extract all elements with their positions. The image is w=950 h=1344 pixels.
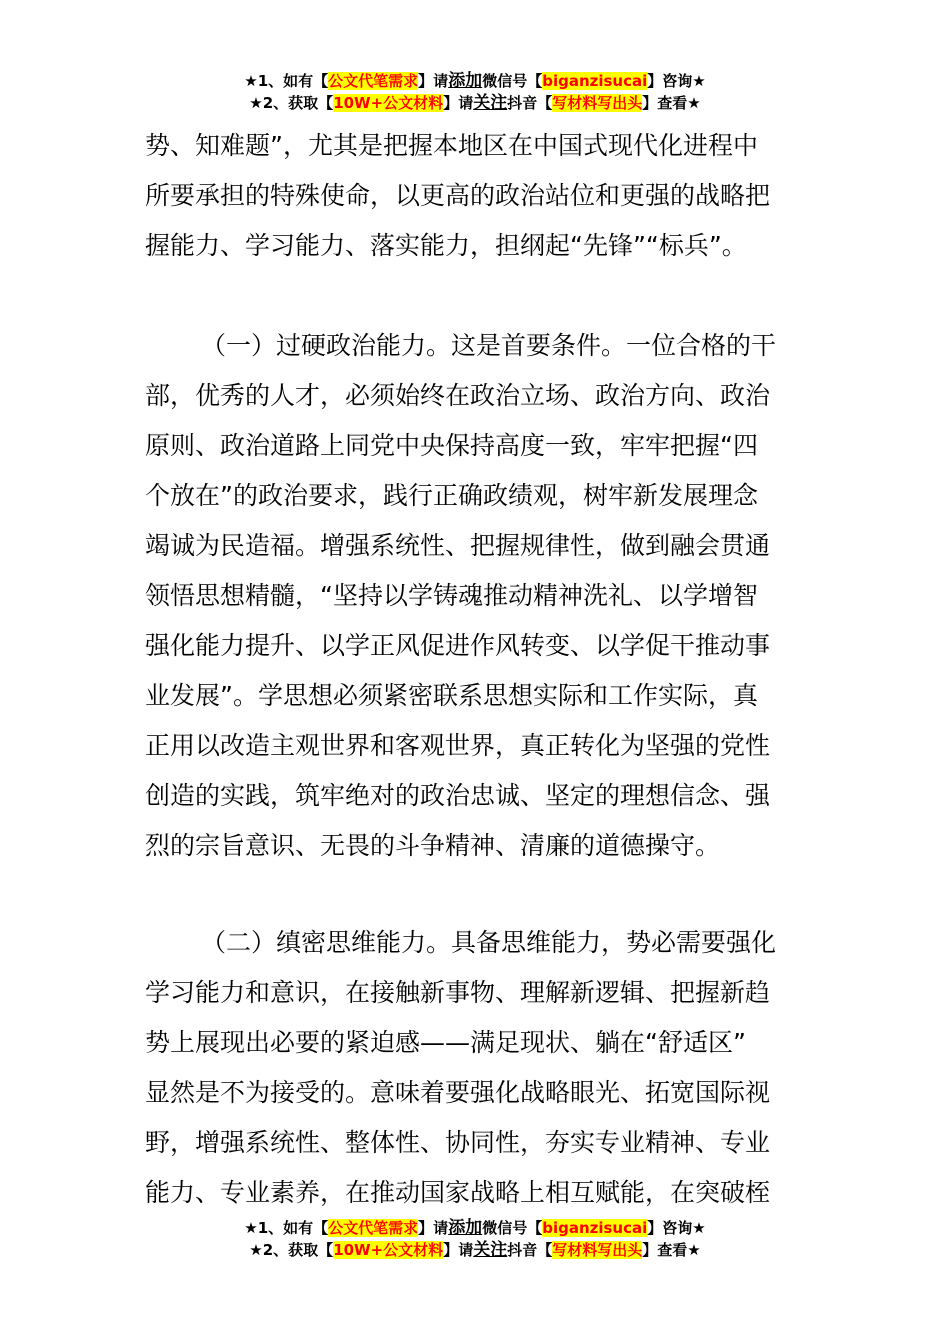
text-line: 所要承担的特殊使命，以更高的政治站位和更强的战略把 <box>145 181 771 210</box>
banner-emphasis: 添加 <box>448 71 483 91</box>
banner-line-1 <box>0 1217 950 1239</box>
banner-text: 】查看★ <box>642 1241 701 1259</box>
banner-highlight: biganzisucai <box>542 72 648 90</box>
footer-banner <box>0 1217 950 1261</box>
text-line: 竭诚为民造福。增强系统性、把握规律性，做到融会贯通 <box>145 531 771 560</box>
banner-text: 】请 <box>418 1219 449 1237</box>
banner-text: 】请 <box>443 94 474 112</box>
banner-highlight: 写材料写出头 <box>552 94 643 112</box>
text-line: 个放在”的政治要求，践行正确政绩观，树牢新发展理念 <box>145 481 758 510</box>
banner-text: 】请 <box>418 72 449 90</box>
text-line: 部，优秀的人才，必须始终在政治立场、政治方向、政治 <box>145 381 771 410</box>
text-line: 势上展现出必要的紧迫感——满足现状、躺在“舒适区” <box>145 1028 746 1057</box>
banner-text: 微信号【 <box>482 72 543 90</box>
paragraph-continuation <box>145 121 809 271</box>
text-line: （二）缜密思维能力。具备思维能力，势必需要强化 <box>201 928 777 957</box>
banner-line-2 <box>0 92 950 114</box>
text-line: 野，增强系统性、整体性、协同性，夯实专业精神、专业 <box>145 1128 771 1157</box>
text-line: 势、知难题”，尤其是把握本地区在中国式现代化进程中 <box>145 131 758 160</box>
banner-highlight: 写材料写出头 <box>552 1241 643 1259</box>
banner-highlight: 公文代笔需求 <box>328 1219 419 1237</box>
text-line: 创造的实践，筑牢绝对的政治忠诚、坚定的理想信念、强 <box>145 781 771 810</box>
banner-text: ★2、获取【 <box>249 1241 334 1259</box>
text-line: 烈的宗旨意识、无畏的斗争精神、清廉的道德操守。 <box>145 831 721 860</box>
banner-text: 】查看★ <box>642 94 701 112</box>
banner-text: ★1、如有【 <box>244 1219 329 1237</box>
text-line: 正用以改造主观世界和客观世界，真正转化为坚强的党性 <box>145 731 771 760</box>
text-line: 强化能力提升、以学正风促进作风转变、以学促干推动事 <box>145 631 771 660</box>
text-line: 领悟思想精髓，“坚持以学铸魂推动精神洗礼、以学增智 <box>145 581 758 610</box>
banner-emphasis: 添加 <box>448 1218 483 1238</box>
paragraph <box>145 121 809 271</box>
text-line: 显然是不为接受的。意味着要强化战略眼光、拓宽国际视 <box>145 1078 771 1107</box>
text-line: 学习能力和意识，在接触新事物、理解新逻辑、把握新趋 <box>145 978 771 1007</box>
banner-emphasis: 关注 <box>473 1240 508 1260</box>
banner-text: 】咨询★ <box>647 1219 706 1237</box>
header-banner <box>0 70 950 114</box>
paragraph-thinking-ability <box>145 918 809 1218</box>
banner-text: ★1、如有【 <box>244 72 329 90</box>
banner-text: 抖音【 <box>507 94 553 112</box>
banner-text: 】请 <box>443 1241 474 1259</box>
paragraph <box>145 918 809 1218</box>
banner-highlight: 公文代笔需求 <box>328 72 419 90</box>
banner-text: 微信号【 <box>482 1219 543 1237</box>
paragraph <box>145 321 809 871</box>
text-line: 能力、专业素养，在推动国家战略上相互赋能，在突破桎 <box>145 1178 771 1207</box>
text-line: 业发展”。学思想必须紧密联系思想实际和工作实际，真 <box>145 681 758 710</box>
text-line: （一）过硬政治能力。这是首要条件。一位合格的干 <box>201 331 777 360</box>
banner-text: ★2、获取【 <box>249 94 334 112</box>
banner-text: 抖音【 <box>507 1241 553 1259</box>
banner-line-1 <box>0 70 950 92</box>
text-line: 握能力、学习能力、落实能力，担纲起“先锋”“标兵”。 <box>145 231 747 260</box>
banner-highlight: biganzisucai <box>542 1219 648 1237</box>
banner-highlight: 10W+公文材料 <box>333 94 444 112</box>
paragraph-political-ability <box>145 321 809 871</box>
banner-text: 】咨询★ <box>647 72 706 90</box>
banner-emphasis: 关注 <box>473 93 508 113</box>
text-line: 原则、政治道路上同党中央保持高度一致，牢牢把握“四 <box>145 431 758 460</box>
banner-highlight: 10W+公文材料 <box>333 1241 444 1259</box>
banner-line-2 <box>0 1239 950 1261</box>
